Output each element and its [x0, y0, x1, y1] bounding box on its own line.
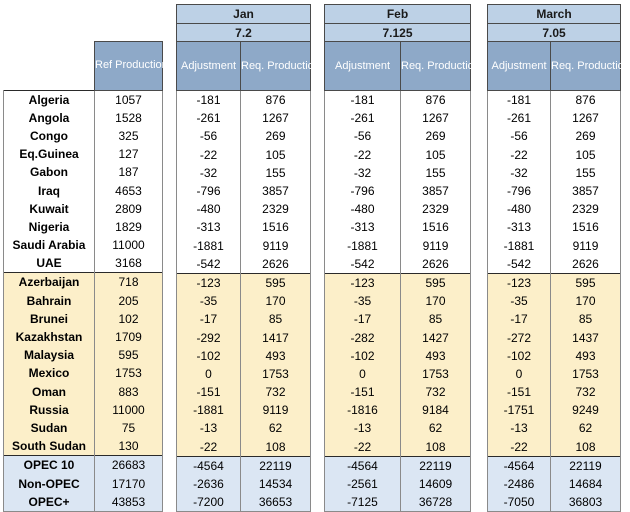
table-row: [177, 292, 311, 310]
country-name: OPEC 10: [4, 456, 95, 475]
country-name: Iraq: [4, 181, 95, 199]
table-row: [325, 237, 471, 255]
adjustment-value: -123: [488, 273, 551, 292]
table-row: [325, 164, 471, 182]
country-name: Non-OPEC: [4, 474, 95, 492]
adjustment-value: -56: [177, 127, 241, 145]
country-name: OPEC+: [4, 493, 95, 512]
table-row: [4, 236, 163, 254]
table-row: [177, 383, 311, 401]
country-name: Kuwait: [4, 200, 95, 218]
month-name: Jan: [177, 5, 311, 24]
adjustment-value: -542: [177, 255, 241, 274]
req-production-value: 595: [551, 273, 621, 292]
country-name: Eq.Guinea: [4, 145, 95, 163]
ref-production-value: 17170: [95, 474, 163, 492]
table-row: [488, 164, 621, 182]
req-production-value: 22119: [241, 456, 311, 475]
table-row: [4, 200, 163, 218]
month-name: March: [488, 5, 621, 24]
country-name: Malaysia: [4, 346, 95, 364]
req-production-value: 876: [401, 91, 471, 110]
req-production-value: 155: [401, 164, 471, 182]
adjustment-value: -292: [177, 328, 241, 346]
ref-production-value: 325: [95, 127, 163, 145]
adjustment-value: -22: [177, 146, 241, 164]
table-row: [177, 475, 311, 493]
table-row: [4, 292, 163, 310]
table-row: [177, 200, 311, 218]
adjustment-value: -7050: [488, 493, 551, 512]
req-production-value: 732: [551, 383, 621, 401]
req-production-value: 1417: [241, 328, 311, 346]
country-name: Kazakhstan: [4, 328, 95, 346]
req-production-value: 3857: [401, 182, 471, 200]
table-row: [4, 163, 163, 181]
adjustment-value: -56: [488, 127, 551, 145]
table-row: [488, 310, 621, 328]
req-production-value: 155: [551, 164, 621, 182]
adjustment-value: -181: [177, 91, 241, 110]
table-row: [4, 273, 163, 292]
adjustment-value: -151: [177, 383, 241, 401]
table-row: [177, 127, 311, 145]
adjustment-value: -17: [177, 310, 241, 328]
adjustment-value: -2486: [488, 475, 551, 493]
adjustment-value: -13: [177, 419, 241, 437]
adjustment-value: -151: [325, 383, 401, 401]
req-production-header: Req. Production: [241, 42, 311, 91]
adjustment-value: -480: [177, 200, 241, 218]
table-row: [4, 145, 163, 163]
table-row: [488, 401, 621, 419]
req-production-value: 85: [401, 310, 471, 328]
adjustment-header: Adjustment: [488, 42, 551, 91]
adjustment-value: -181: [325, 91, 401, 110]
adjustment-value: -35: [177, 292, 241, 310]
adjustment-value: -32: [177, 164, 241, 182]
req-production-value: 14534: [241, 475, 311, 493]
table-row: [488, 218, 621, 236]
req-production-value: 14609: [401, 475, 471, 493]
req-production-value: 732: [241, 383, 311, 401]
table-row: [325, 146, 471, 164]
country-name: Mexico: [4, 364, 95, 382]
table-row: [177, 401, 311, 419]
table-row: [488, 255, 621, 274]
adjustment-value: -7200: [177, 493, 241, 512]
adjustment-value: -261: [177, 109, 241, 127]
req-production-value: 9119: [551, 237, 621, 255]
req-production-value: 36803: [551, 493, 621, 512]
req-production-header: Req. Production: [401, 42, 471, 91]
req-production-value: 3857: [241, 182, 311, 200]
req-production-value: 85: [551, 310, 621, 328]
req-production-value: 108: [401, 438, 471, 457]
req-production-value: 1753: [551, 365, 621, 383]
country-name: Oman: [4, 383, 95, 401]
req-production-value: 3857: [551, 182, 621, 200]
req-production-value: 269: [241, 127, 311, 145]
table-row: [325, 273, 471, 292]
table-row: [488, 292, 621, 310]
country-name: Gabon: [4, 163, 95, 181]
table-row: [177, 328, 311, 346]
adjustment-value: -17: [488, 310, 551, 328]
adjustment-value: -1816: [325, 401, 401, 419]
adjustment-value: -1751: [488, 401, 551, 419]
adjustment-value: -282: [325, 328, 401, 346]
table-row: [177, 237, 311, 255]
table-row: [177, 146, 311, 164]
adjustment-value: -123: [177, 273, 241, 292]
country-name: Nigeria: [4, 218, 95, 236]
table-row: [488, 365, 621, 383]
req-production-value: 2626: [401, 255, 471, 274]
req-production-value: 36728: [401, 493, 471, 512]
table-row: [325, 328, 471, 346]
table-row: [4, 310, 163, 328]
req-production-value: 493: [401, 347, 471, 365]
ref-production-value: 11000: [95, 236, 163, 254]
adjustment-value: -22: [177, 438, 241, 457]
req-production-value: 269: [401, 127, 471, 145]
table-row: [488, 91, 621, 110]
table-row: [488, 146, 621, 164]
ref-production-value: 75: [95, 419, 163, 437]
month-price: 7.125: [325, 24, 471, 42]
country-reference-table: [3, 4, 168, 512]
table-row: [177, 109, 311, 127]
adjustment-value: -313: [488, 218, 551, 236]
adjustment-value: -542: [325, 255, 401, 274]
table-row: [325, 91, 471, 110]
adjustment-value: -13: [488, 419, 551, 437]
req-production-value: 1516: [241, 218, 311, 236]
adjustment-header: Adjustment: [177, 42, 241, 91]
adjustment-value: -151: [488, 383, 551, 401]
table-row: [325, 456, 471, 475]
req-production-value: 876: [551, 91, 621, 110]
ref-production-value: 4653: [95, 181, 163, 199]
req-production-value: 2329: [241, 200, 311, 218]
req-production-value: 9119: [241, 237, 311, 255]
req-production-value: 1267: [401, 109, 471, 127]
req-production-value: 1516: [551, 218, 621, 236]
table-row: [325, 255, 471, 274]
adjustment-value: -1881: [325, 237, 401, 255]
req-production-value: 732: [401, 383, 471, 401]
req-production-value: 105: [241, 146, 311, 164]
adjustment-value: -22: [325, 438, 401, 457]
req-production-value: 105: [551, 146, 621, 164]
req-production-value: 493: [241, 347, 311, 365]
table-row: [177, 182, 311, 200]
adjustment-value: -542: [488, 255, 551, 274]
table-row: [177, 347, 311, 365]
table-row: [177, 273, 311, 292]
adjustment-value: -480: [488, 200, 551, 218]
adjustment-value: -2636: [177, 475, 241, 493]
ref-production-value: 1829: [95, 218, 163, 236]
req-production-value: 170: [241, 292, 311, 310]
table-row: [4, 181, 163, 199]
req-production-value: 1437: [551, 328, 621, 346]
country-name: UAE: [4, 254, 95, 273]
adjustment-value: -7125: [325, 493, 401, 512]
table-row: [325, 310, 471, 328]
table-row: [488, 475, 621, 493]
adjustment-value: -17: [325, 310, 401, 328]
country-name: Saudi Arabia: [4, 236, 95, 254]
req-production-value: 170: [551, 292, 621, 310]
adjustment-value: -102: [177, 347, 241, 365]
table-row: [488, 109, 621, 127]
table-row: [177, 91, 311, 110]
adjustment-value: -1881: [177, 237, 241, 255]
adjustment-value: -2561: [325, 475, 401, 493]
ref-production-value: 1709: [95, 328, 163, 346]
req-production-value: 493: [551, 347, 621, 365]
month-price: 7.05: [488, 24, 621, 42]
adjustment-value: -102: [325, 347, 401, 365]
table-row: [325, 182, 471, 200]
month-table-march: [487, 4, 630, 512]
adjustment-value: -796: [325, 182, 401, 200]
table-row: [325, 127, 471, 145]
country-name: Congo: [4, 127, 95, 145]
table-row: [4, 456, 163, 475]
country-name: South Sudan: [4, 437, 95, 456]
ref-production-value: 26683: [95, 456, 163, 475]
table-row: [488, 182, 621, 200]
ref-production-value: 102: [95, 310, 163, 328]
req-production-value: 1753: [241, 365, 311, 383]
req-production-value: 2329: [401, 200, 471, 218]
req-production-value: 62: [551, 419, 621, 437]
req-production-value: 1267: [241, 109, 311, 127]
adjustment-value: -796: [177, 182, 241, 200]
adjustment-value: -1881: [488, 237, 551, 255]
adjustment-value: -4564: [177, 456, 241, 475]
table-row: [325, 419, 471, 437]
req-production-value: 22119: [551, 456, 621, 475]
table-row: [4, 437, 163, 456]
adjustment-value: -22: [488, 146, 551, 164]
adjustment-value: -261: [325, 109, 401, 127]
adjustment-value: -4564: [325, 456, 401, 475]
req-production-value: 22119: [401, 456, 471, 475]
req-production-value: 1753: [401, 365, 471, 383]
ref-production-value: 127: [95, 145, 163, 163]
req-production-value: 2626: [551, 255, 621, 274]
table-row: [488, 328, 621, 346]
ref-production-value: 11000: [95, 401, 163, 419]
table-row: [488, 438, 621, 457]
month-price: 7.2: [177, 24, 311, 42]
table-row: [488, 347, 621, 365]
table-row: [177, 438, 311, 457]
country-name: Angola: [4, 109, 95, 127]
table-row: [325, 365, 471, 383]
req-production-value: 269: [551, 127, 621, 145]
table-row: [488, 493, 621, 512]
adjustment-value: -313: [325, 218, 401, 236]
month-table-feb: [324, 4, 480, 512]
req-production-value: 108: [551, 438, 621, 457]
country-name: Sudan: [4, 419, 95, 437]
adjustment-value: -4564: [488, 456, 551, 475]
table-row: [4, 346, 163, 364]
country-name: Azerbaijan: [4, 273, 95, 292]
req-production-value: 155: [241, 164, 311, 182]
table-row: [177, 456, 311, 475]
adjustment-value: -32: [325, 164, 401, 182]
ref-production-value: 2809: [95, 200, 163, 218]
table-row: [177, 419, 311, 437]
adjustment-value: -123: [325, 273, 401, 292]
adjustment-value: -796: [488, 182, 551, 200]
table-row: [4, 493, 163, 512]
table-row: [325, 493, 471, 512]
req-production-value: 105: [401, 146, 471, 164]
country-name: Russia: [4, 401, 95, 419]
country-name: Bahrain: [4, 292, 95, 310]
table-row: [488, 237, 621, 255]
table-row: [325, 347, 471, 365]
adjustment-value: -56: [325, 127, 401, 145]
ref-production-header: Ref Production: [95, 41, 163, 90]
table-row: [177, 310, 311, 328]
table-row: [4, 254, 163, 273]
ref-production-value: 3168: [95, 254, 163, 273]
req-production-value: 9119: [241, 401, 311, 419]
table-row: [325, 401, 471, 419]
adjustment-value: -32: [488, 164, 551, 182]
adjustment-value: 0: [325, 365, 401, 383]
table-row: [4, 419, 163, 437]
req-production-value: 9249: [551, 401, 621, 419]
table-row: [4, 364, 163, 382]
country-name: Algeria: [4, 90, 95, 109]
table-row: [4, 474, 163, 492]
table-row: [488, 200, 621, 218]
req-production-value: 108: [241, 438, 311, 457]
ref-production-value: 130: [95, 437, 163, 456]
req-production-value: 2329: [551, 200, 621, 218]
month-table-jan: [176, 4, 320, 512]
table-row: [488, 127, 621, 145]
table-row: [177, 365, 311, 383]
table-row: [325, 475, 471, 493]
adjustment-value: -13: [325, 419, 401, 437]
table-row: [488, 456, 621, 475]
adjustment-value: 0: [488, 365, 551, 383]
ref-production-value: 883: [95, 383, 163, 401]
req-production-value: 14684: [551, 475, 621, 493]
ref-production-value: 1528: [95, 109, 163, 127]
table-row: [325, 292, 471, 310]
table-row: [177, 493, 311, 512]
req-production-value: 62: [241, 419, 311, 437]
req-production-value: 9119: [401, 237, 471, 255]
req-production-value: 876: [241, 91, 311, 110]
ref-production-value: 1057: [95, 90, 163, 109]
table-row: [177, 255, 311, 274]
country-name: Brunei: [4, 310, 95, 328]
table-row: [4, 328, 163, 346]
req-production-value: 9184: [401, 401, 471, 419]
req-production-value: 595: [241, 273, 311, 292]
req-production-value: 62: [401, 419, 471, 437]
table-row: [4, 109, 163, 127]
ref-production-value: 1753: [95, 364, 163, 382]
req-production-value: 170: [401, 292, 471, 310]
table-row: [325, 109, 471, 127]
adjustment-value: -313: [177, 218, 241, 236]
table-row: [4, 401, 163, 419]
table-row: [177, 218, 311, 236]
table-row: [488, 383, 621, 401]
req-production-value: 1427: [401, 328, 471, 346]
table-row: [4, 127, 163, 145]
req-production-value: 85: [241, 310, 311, 328]
adjustment-value: 0: [177, 365, 241, 383]
adjustment-value: -102: [488, 347, 551, 365]
adjustment-value: -22: [325, 146, 401, 164]
adjustment-value: -480: [325, 200, 401, 218]
table-row: [325, 218, 471, 236]
ref-production-value: 718: [95, 273, 163, 292]
ref-production-value: 595: [95, 346, 163, 364]
month-name: Feb: [325, 5, 471, 24]
req-production-value: 595: [401, 273, 471, 292]
table-row: [488, 419, 621, 437]
adjustment-value: -35: [488, 292, 551, 310]
adjustment-header: Adjustment: [325, 42, 401, 91]
table-row: [4, 383, 163, 401]
req-production-value: 1516: [401, 218, 471, 236]
req-production-value: 1267: [551, 109, 621, 127]
table-row: [4, 90, 163, 109]
req-production-value: 36653: [241, 493, 311, 512]
adjustment-value: -1881: [177, 401, 241, 419]
table-row: [488, 273, 621, 292]
ref-production-value: 187: [95, 163, 163, 181]
adjustment-value: -22: [488, 438, 551, 457]
adjustment-value: -272: [488, 328, 551, 346]
table-row: [325, 383, 471, 401]
table-row: [325, 438, 471, 457]
req-production-header: Req. Production: [551, 42, 621, 91]
adjustment-value: -181: [488, 91, 551, 110]
ref-production-value: 43853: [95, 493, 163, 512]
req-production-value: 2626: [241, 255, 311, 274]
adjustment-value: -35: [325, 292, 401, 310]
adjustment-value: -261: [488, 109, 551, 127]
ref-production-value: 205: [95, 292, 163, 310]
table-row: [4, 218, 163, 236]
table-row: [325, 200, 471, 218]
table-row: [177, 164, 311, 182]
